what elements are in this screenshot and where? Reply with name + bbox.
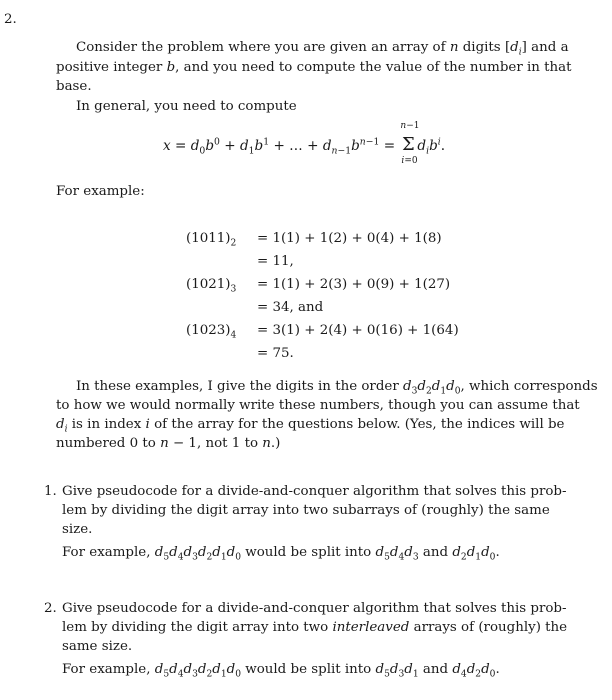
formula: $x = d_0b^0 + d_1b^1$ + … + $d_{n-1}b^{n-1}$ = n−1 Σ i=0 $d_ib^i$.	[163, 121, 446, 166]
example-1-result: = 11,	[257, 254, 294, 269]
example-3-lhs: $(1023)_4$	[186, 323, 237, 341]
intro-line-1: Consider the problem where you are given an array of n digits $[d_i]$ and a	[76, 40, 569, 58]
general-text: In general, you need to compute	[76, 99, 297, 114]
question-2-number: 2.	[44, 601, 57, 616]
example-2-rhs: = 1(1) + 2(3) + 0(9) + 1(27)	[257, 277, 451, 292]
question-2-line-1: Give pseudocode for a divide-and-conquer algorithm that solves this prob-	[62, 601, 567, 616]
intro-line-2: positive integer b, and you need to compute the value of the number in that	[56, 60, 572, 75]
problem-number: 2.	[4, 12, 17, 27]
question-1-line-1: Give pseudocode for a divide-and-conquer algorithm that solves this prob-	[62, 484, 567, 499]
example-label: For example:	[56, 184, 145, 199]
example-3-rhs: = 3(1) + 2(4) + 0(16) + 1(64)	[257, 323, 459, 338]
explanation-line-3: $d_i$ is in index i of the array for the questions below. (Yes, the indices will be	[56, 417, 565, 435]
question-1-line-3: size.	[62, 522, 93, 537]
question-2-line-3: same size.	[62, 639, 133, 654]
question-1-example: For example, $d_5d_4d_3d_2d_1d_0$ would be split into $d_5d_4d_3$ and $d_2d_1d_0$.	[62, 545, 500, 563]
example-3-result: = 75.	[257, 346, 294, 361]
question-2-example: For example, $d_5d_4d_3d_2d_1d_0$ would be split into $d_5d_3d_1$ and $d_4d_2d_0$.	[62, 662, 500, 680]
example-2-lhs: $(1021)_3$	[186, 277, 237, 295]
question-1-number: 1.	[44, 484, 57, 499]
question-1-line-2: lem by dividing the digit array into two subarrays of (roughly) the same	[62, 503, 550, 518]
example-1-lhs: $(1011)_2$	[186, 231, 237, 249]
explanation-line-1: In these examples, I give the digits in the order $d_3d_2d_1d_0$, which corresponds	[76, 379, 598, 397]
explanation-line-4: numbered 0 to n − 1, not 1 to n.)	[56, 436, 281, 451]
example-2-result: = 34, and	[257, 300, 324, 315]
example-1-rhs: = 1(1) + 1(2) + 0(4) + 1(8)	[257, 231, 442, 246]
explanation-line-2: to how we would normally write these numbers, though you can assume that	[56, 398, 580, 413]
question-2-line-2: lem by dividing the digit array into two interleaved arrays of (roughly) the	[62, 620, 568, 635]
intro-line-3: base.	[56, 79, 92, 94]
